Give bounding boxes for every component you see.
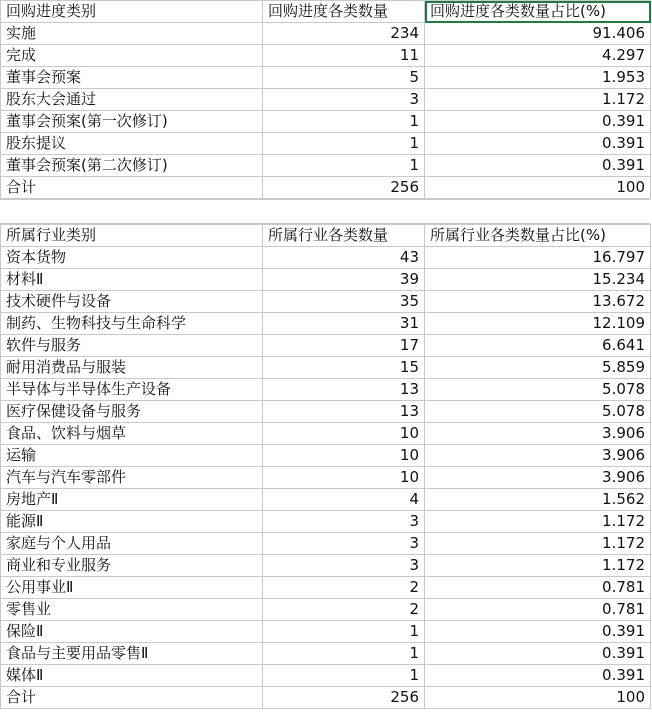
table-row: [1, 111, 651, 133]
table-row: [1, 357, 651, 379]
table-row: [1, 599, 651, 621]
percent-cell[interactable]: 13.672: [425, 291, 651, 313]
table-row: [1, 247, 651, 269]
table-row: [1, 291, 651, 313]
count-cell[interactable]: 256: [263, 177, 425, 199]
table-row: [1, 155, 651, 177]
count-cell[interactable]: 3: [263, 533, 425, 555]
table-row: [1, 133, 651, 155]
category-cell[interactable]: 技术硬件与设备: [1, 291, 263, 313]
table-row: [1, 45, 651, 67]
table-row: [1, 379, 651, 401]
percent-cell[interactable]: 100: [425, 687, 651, 709]
category-cell[interactable]: 房地产Ⅱ: [1, 489, 263, 511]
percent-cell[interactable]: 0.391: [425, 133, 651, 155]
table-row: [1, 621, 651, 643]
count-cell[interactable]: 15: [263, 357, 425, 379]
count-cell[interactable]: 39: [263, 269, 425, 291]
percent-cell[interactable]: 0.391: [425, 621, 651, 643]
category-cell[interactable]: 制药、生物科技与生命科学: [1, 313, 263, 335]
category-cell[interactable]: 保险Ⅱ: [1, 621, 263, 643]
category-cell[interactable]: 材料Ⅱ: [1, 269, 263, 291]
percent-cell[interactable]: 0.781: [425, 577, 651, 599]
category-cell[interactable]: 实施: [1, 23, 263, 45]
percent-cell[interactable]: 1.172: [425, 511, 651, 533]
category-cell[interactable]: 董事会预案(第二次修订): [1, 155, 263, 177]
empty-cell[interactable]: [0, 200, 262, 224]
count-cell[interactable]: 256: [263, 687, 425, 709]
category-cell[interactable]: 合计: [1, 177, 263, 199]
percent-cell[interactable]: 1.562: [425, 489, 651, 511]
table-row: [1, 67, 651, 89]
table-row: [1, 555, 651, 577]
percent-cell[interactable]: 16.797: [425, 247, 651, 269]
table-row: [1, 423, 651, 445]
category-cell[interactable]: 董事会预案: [1, 67, 263, 89]
category-cell[interactable]: 合计: [1, 687, 263, 709]
header-cell[interactable]: 回购进度各类数量占比(%): [425, 1, 651, 23]
header-row: [1, 225, 651, 247]
percent-cell[interactable]: 1.172: [425, 89, 651, 111]
count-cell[interactable]: 31: [263, 313, 425, 335]
percent-cell[interactable]: 91.406: [425, 23, 651, 45]
table-row: [1, 577, 651, 599]
percent-cell[interactable]: 0.391: [425, 665, 651, 687]
table-row: [1, 177, 651, 199]
category-cell[interactable]: 公用事业Ⅱ: [1, 577, 263, 599]
category-cell[interactable]: 半导体与半导体生产设备: [1, 379, 263, 401]
industry-table: [0, 224, 651, 709]
category-cell[interactable]: 家庭与个人用品: [1, 533, 263, 555]
percent-cell[interactable]: 5.078: [425, 379, 651, 401]
percent-cell[interactable]: 6.641: [425, 335, 651, 357]
count-cell[interactable]: 4: [263, 489, 425, 511]
category-cell[interactable]: 零售业: [1, 599, 263, 621]
count-cell[interactable]: 234: [263, 23, 425, 45]
count-cell[interactable]: 35: [263, 291, 425, 313]
count-cell[interactable]: 11: [263, 45, 425, 67]
category-cell[interactable]: 食品与主要用品零售Ⅱ: [1, 643, 263, 665]
category-cell[interactable]: 完成: [1, 45, 263, 67]
percent-cell[interactable]: 3.906: [425, 445, 651, 467]
category-cell[interactable]: 能源Ⅱ: [1, 511, 263, 533]
table-row: [1, 445, 651, 467]
table-row: [1, 269, 651, 291]
percent-cell[interactable]: 0.781: [425, 599, 651, 621]
percent-cell[interactable]: 0.391: [425, 111, 651, 133]
count-cell[interactable]: 1: [263, 643, 425, 665]
header-cell[interactable]: 所属行业各类数量占比(%): [425, 225, 651, 247]
category-cell[interactable]: 耐用消费品与服装: [1, 357, 263, 379]
count-cell[interactable]: 43: [263, 247, 425, 269]
empty-cell[interactable]: [262, 200, 424, 224]
table-row: [1, 511, 651, 533]
table-row: [1, 313, 651, 335]
header-cell[interactable]: 回购进度类别: [1, 1, 263, 23]
count-cell[interactable]: 13: [263, 379, 425, 401]
percent-cell[interactable]: 15.234: [425, 269, 651, 291]
percent-cell[interactable]: 3.906: [425, 467, 651, 489]
percent-cell[interactable]: 5.859: [425, 357, 651, 379]
category-cell[interactable]: 商业和专业服务: [1, 555, 263, 577]
count-cell[interactable]: 2: [263, 577, 425, 599]
count-cell[interactable]: 3: [263, 555, 425, 577]
count-cell[interactable]: 13: [263, 401, 425, 423]
count-cell[interactable]: 2: [263, 599, 425, 621]
count-cell[interactable]: 10: [263, 467, 425, 489]
category-cell[interactable]: 运输: [1, 445, 263, 467]
category-cell[interactable]: 软件与服务: [1, 335, 263, 357]
table-row: [1, 533, 651, 555]
percent-cell[interactable]: 1.953: [425, 67, 651, 89]
table-row: [1, 643, 651, 665]
count-cell[interactable]: 1: [263, 665, 425, 687]
category-cell[interactable]: 媒体Ⅱ: [1, 665, 263, 687]
count-cell[interactable]: 1: [263, 155, 425, 177]
category-cell[interactable]: 资本货物: [1, 247, 263, 269]
percent-cell[interactable]: 0.391: [425, 643, 651, 665]
table-row: [1, 23, 651, 45]
count-cell[interactable]: 3: [263, 511, 425, 533]
header-cell[interactable]: 所属行业各类数量: [263, 225, 425, 247]
count-cell[interactable]: 3: [263, 89, 425, 111]
table-row: [1, 489, 651, 511]
table-row: [1, 335, 651, 357]
spacer-row: [0, 199, 650, 224]
category-cell[interactable]: 汽车与汽车零部件: [1, 467, 263, 489]
percent-cell[interactable]: 5.078: [425, 401, 651, 423]
percent-cell[interactable]: 12.109: [425, 313, 651, 335]
percent-cell[interactable]: 100: [425, 177, 651, 199]
count-cell[interactable]: 1: [263, 111, 425, 133]
header-cell[interactable]: 回购进度各类数量: [263, 1, 425, 23]
table-row: [1, 687, 651, 709]
table-row: [1, 467, 651, 489]
percent-cell[interactable]: 1.172: [425, 555, 651, 577]
category-cell[interactable]: 食品、饮料与烟草: [1, 423, 263, 445]
empty-cell[interactable]: [424, 200, 650, 224]
header-cell[interactable]: 所属行业类别: [1, 225, 263, 247]
table-row: [1, 401, 651, 423]
category-cell[interactable]: 董事会预案(第一次修订): [1, 111, 263, 133]
repurchase-progress-table: [0, 0, 651, 199]
percent-cell[interactable]: 0.391: [425, 155, 651, 177]
count-cell[interactable]: 17: [263, 335, 425, 357]
category-cell[interactable]: 医疗保健设备与服务: [1, 401, 263, 423]
header-row: [1, 1, 651, 23]
count-cell[interactable]: 1: [263, 133, 425, 155]
category-cell[interactable]: 股东大会通过: [1, 89, 263, 111]
table-row: [1, 89, 651, 111]
count-cell[interactable]: 5: [263, 67, 425, 89]
percent-cell[interactable]: 1.172: [425, 533, 651, 555]
category-cell[interactable]: 股东提议: [1, 133, 263, 155]
percent-cell[interactable]: 3.906: [425, 423, 651, 445]
count-cell[interactable]: 1: [263, 621, 425, 643]
percent-cell[interactable]: 4.297: [425, 45, 651, 67]
count-cell[interactable]: 10: [263, 423, 425, 445]
table-row: [1, 665, 651, 687]
count-cell[interactable]: 10: [263, 445, 425, 467]
